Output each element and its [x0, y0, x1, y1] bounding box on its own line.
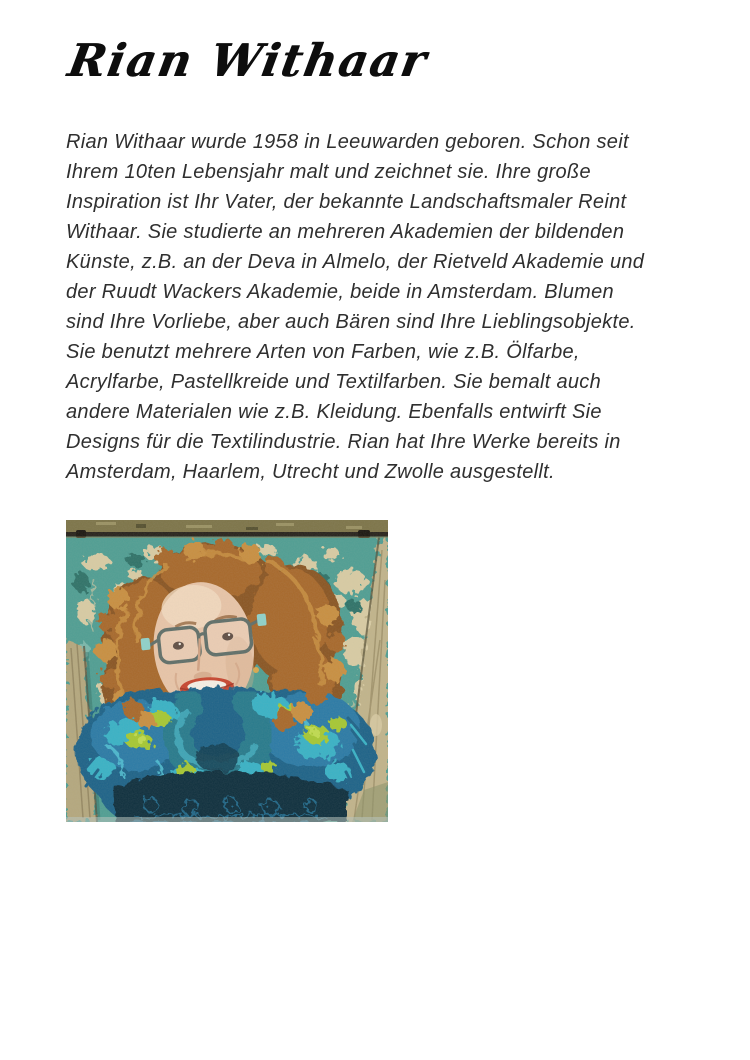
bio-text-line: Künste, z.B. an der Deva in Almelo, der Rietveld Akademie und: [66, 251, 645, 273]
bio-text-line: Ihrem 10ten Lebensjahr malt und zeichnet sie. Ihre große: [66, 161, 591, 183]
bio-text-line: sind Ihre Vorliebe, aber auch Bären sind Ihre Lieblingsobjekte.: [66, 311, 636, 333]
bio-text-line: Amsterdam, Haarlem, Utrecht und Zwolle ausgestellt.: [66, 461, 555, 483]
bio-text-line: Rian Withaar wurde 1958 in Leeuwarden geboren. Schon seit: [66, 131, 629, 153]
bio-text-line: Withaar. Sie studierte an mehreren Akademien der bildenden: [66, 221, 625, 243]
bio-text-line: Acrylfarbe, Pastellkreide und Textilfarben. Sie bemalt auch: [66, 371, 602, 393]
page-title: Rian Withaar: [64, 34, 432, 87]
bio-text-line: andere Materialen wie z.B. Kleidung. Ebenfalls entwirft Sie: [66, 401, 602, 423]
artist-portrait-photo: [66, 520, 388, 822]
bio-text-line: der Ruudt Wackers Akademie, beide in Amsterdam. Blumen: [66, 281, 614, 303]
bio-text-line: Sie benutzt mehrere Arten von Farben, wie z.B. Ölfarbe,: [66, 341, 580, 363]
photo-grain-overlay: [66, 520, 388, 822]
bio-text-line: Designs für die Textilindustrie. Rian hat Ihre Werke bereits in: [66, 431, 621, 453]
portrait-illustration: [66, 520, 388, 822]
bio-text-line: Inspiration ist Ihr Vater, der bekannte Landschaftsmaler Reint: [66, 191, 627, 213]
bio-paragraph: [66, 127, 716, 487]
